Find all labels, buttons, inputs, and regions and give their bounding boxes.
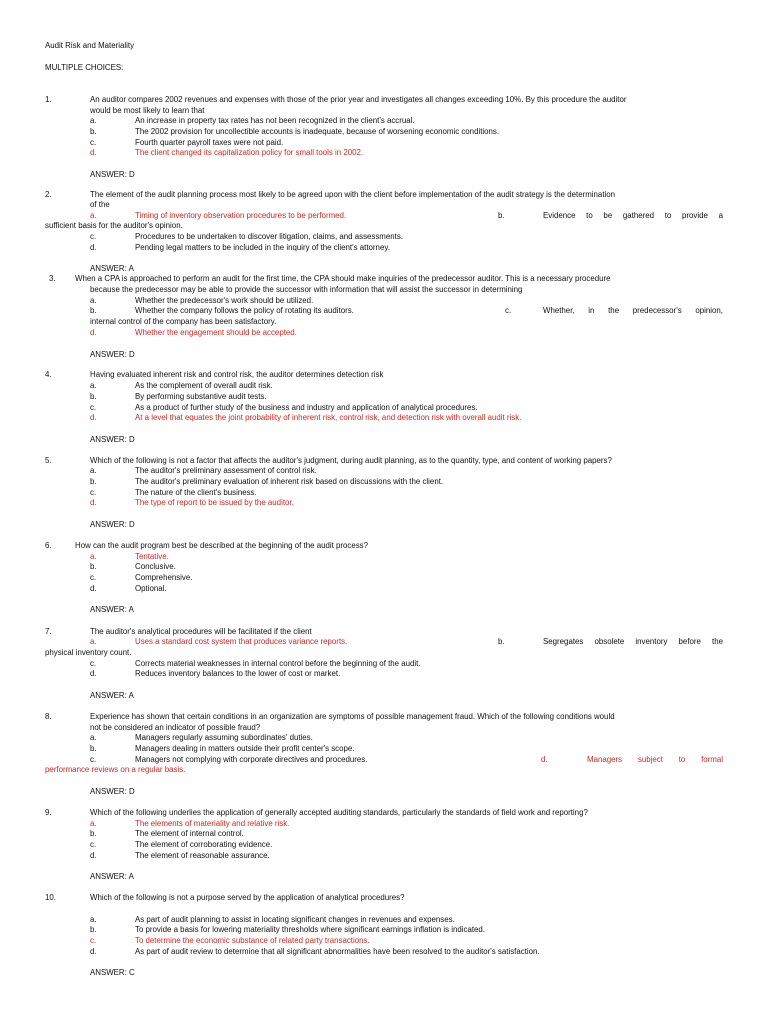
answer-line: ANSWER: C <box>90 968 135 977</box>
option-text-correct: To determine the economic substance of related party transactions. <box>135 936 370 945</box>
option-letter: b. <box>498 637 505 646</box>
option-letter: a. <box>90 466 97 475</box>
option-text: The element of internal control. <box>135 829 244 838</box>
question-text: Having evaluated inherent risk and control risk, the auditor determines detection risk <box>90 370 384 379</box>
option-letter: c. <box>90 573 97 582</box>
option-letter: b. <box>90 127 97 136</box>
option-letter: d. <box>90 851 97 860</box>
option-text: Reduces inventory balances to the lower of cost or market. <box>135 669 341 678</box>
option-text: Corrects material weaknesses in internal control before the beginning of the audit. <box>135 659 421 668</box>
option-text: Whether the company follows the policy of rotating its auditors. <box>135 306 354 315</box>
answer-line: ANSWER: A <box>90 872 134 881</box>
option-text-correct: The elements of materiality and relative risk. <box>135 819 290 828</box>
option-letter: b. <box>90 392 97 401</box>
option-text: An increase in property tax rates has not been recognized in the client's accrual. <box>135 116 415 125</box>
document-title: Audit Risk and Materiality <box>45 41 135 50</box>
option-text-correct: Managers subject to formal <box>587 755 723 764</box>
option-text: Managers dealing in matters outside their profit center's scope. <box>135 744 355 753</box>
answer-line: ANSWER: D <box>90 520 135 529</box>
option-text: As the complement of overall audit risk. <box>135 381 273 390</box>
option-letter: b. <box>90 744 97 753</box>
option-text-correct: Whether the engagement should be accepted. <box>135 328 297 337</box>
option-letter: c. <box>90 403 97 412</box>
question-number: 10. <box>45 893 56 902</box>
option-text-continued: internal control of the company has been satisfactory. <box>90 317 277 326</box>
option-text: Evidence to be gathered to provide a <box>543 211 723 220</box>
question-text: would be most likely to learn that <box>90 106 205 115</box>
option-text: Conclusive. <box>135 562 176 571</box>
option-text-correct: The type of report to be issued by the auditor. <box>135 498 294 507</box>
option-text-correct: The client changed its capitalization policy for small tools in 2002. <box>135 148 364 157</box>
option-letter: c. <box>90 755 97 764</box>
option-letter: c. <box>90 488 97 497</box>
option-letter: b. <box>90 829 97 838</box>
option-text: As part of audit review to determine that all significant abnormalities have been resolved to the auditor's satisfaction. <box>135 947 540 956</box>
question-text: Which of the following is not a factor that affects the auditor's judgment, during audit planning, as to the quantity, type, and content of working papers? <box>90 456 612 465</box>
option-letter: a. <box>90 381 97 390</box>
answer-line: ANSWER: D <box>90 787 135 796</box>
option-text-continued: physical inventory count. <box>45 648 132 657</box>
question-text: How can the audit program best be described at the beginning of the audit process? <box>75 541 369 550</box>
option-letter-correct: d. <box>90 328 97 337</box>
question-number: 8. <box>45 712 52 721</box>
option-letter-correct: d. <box>541 755 548 764</box>
answer-line: ANSWER: D <box>90 170 135 179</box>
option-letter: d. <box>90 947 97 956</box>
option-letter: a. <box>90 116 97 125</box>
option-text-correct: Timing of inventory observation procedures to be performed. <box>135 211 347 220</box>
question-number: 9. <box>45 808 52 817</box>
option-text: As part of audit planning to assist in locating significant changes in revenues and expenses. <box>135 915 455 924</box>
option-text-correct: Uses a standard cost system that produces variance reports. <box>135 637 348 646</box>
question-number: 5. <box>45 456 52 465</box>
option-letter: a. <box>90 296 97 305</box>
option-text-correct: Tentative. <box>135 552 169 561</box>
option-text: Comprehensive. <box>135 573 193 582</box>
section-heading: MULTIPLE CHOICES: <box>45 63 124 72</box>
option-text: The 2002 provision for uncollectible accounts is inadequate, because of worsening economic conditions. <box>135 127 500 136</box>
option-text: The nature of the client's business. <box>135 488 257 497</box>
option-text: The element of reasonable assurance. <box>135 851 270 860</box>
answer-line: ANSWER: A <box>90 691 134 700</box>
option-text: Whether the predecessor's work should be utilized. <box>135 296 314 305</box>
option-letter: a. <box>90 733 97 742</box>
option-text-continued-correct: performance reviews on a regular basis. <box>45 765 186 774</box>
answer-line: ANSWER: D <box>90 350 135 359</box>
option-letter-correct: d. <box>90 148 97 157</box>
option-letter-correct: a. <box>90 637 97 646</box>
question-text: Experience has shown that certain conditions in an organization are symptoms of possible management fraud. Which of the following conditions would <box>90 712 615 721</box>
question-number: 7. <box>45 627 52 636</box>
question-text: The element of the audit planning process most likely to be agreed upon with the client before implementation of the audit strategy is the determination <box>90 190 616 199</box>
option-letter-correct: c. <box>90 936 97 945</box>
option-text-continued: sufficient basis for the auditor's opinion. <box>45 221 183 230</box>
question-text: Which of the following underlies the application of generally accepted auditing standards, particularly the standards of field work and reporting? <box>90 808 588 817</box>
option-letter: c. <box>90 232 97 241</box>
question-text: The auditor's analytical procedures will be facilitated if the client <box>90 627 312 636</box>
option-letter-correct: a. <box>90 211 97 220</box>
option-letter: a. <box>90 915 97 924</box>
question-text: because the predecessor may be able to provide the successor with information that will assist the successor in determining <box>90 285 523 294</box>
question-number: 6. <box>45 541 52 550</box>
option-letter: c. <box>90 659 97 668</box>
answer-line: ANSWER: A <box>90 605 134 614</box>
option-letter: c. <box>90 840 97 849</box>
question-text: Which of the following is not a purpose served by the application of analytical procedures? <box>90 893 405 902</box>
option-letter: c. <box>90 138 97 147</box>
option-text: By performing substantive audit tests. <box>135 392 267 401</box>
option-letter: b. <box>90 562 97 571</box>
option-text: Managers not complying with corporate directives and procedures. <box>135 755 368 764</box>
option-text: To provide a basis for lowering materiality thresholds where significant earnings inflation is indicated. <box>135 925 485 934</box>
question-number: 2. <box>45 190 52 199</box>
option-letter: b. <box>90 306 97 315</box>
option-text: Segregates obsolete inventory before the <box>543 637 723 646</box>
option-text: The auditor's preliminary assessment of control risk. <box>135 466 317 475</box>
option-letter: d. <box>90 243 97 252</box>
question-text: not be considered an indicator of possible fraud? <box>90 723 261 732</box>
question-text: An auditor compares 2002 revenues and expenses with those of the prior year and investigates all changes exceeding 10%. By this procedure the auditor <box>90 95 627 104</box>
question-number: 1. <box>45 95 52 104</box>
option-text: The auditor's preliminary evaluation of inherent risk based on discussions with the client. <box>135 477 444 486</box>
option-letter-correct: a. <box>90 819 97 828</box>
option-letter-correct: a. <box>90 552 97 561</box>
option-letter: b. <box>90 477 97 486</box>
option-text: As a product of further study of the business and industry and application of analytical procedures. <box>135 403 478 412</box>
answer-line: ANSWER: A <box>90 264 134 273</box>
option-text-correct: At a level that equates the joint probability of inherent risk, control risk, and detection risk with overall audit risk. <box>135 413 522 422</box>
answer-line: ANSWER: D <box>90 435 135 444</box>
option-text: The element of corroborating evidence. <box>135 840 273 849</box>
option-letter: b. <box>90 925 97 934</box>
option-letter-correct: d. <box>90 498 97 507</box>
option-text: Whether, in the predecessor's opinion, <box>543 306 723 315</box>
option-letter: b. <box>498 211 505 220</box>
option-text: Optional. <box>135 584 167 593</box>
option-text: Fourth quarter payroll taxes were not paid. <box>135 138 284 147</box>
question-text: of the <box>90 200 110 209</box>
question-number: 3. <box>49 274 56 283</box>
option-letter: d. <box>90 584 97 593</box>
option-text: Managers regularly assuming subordinates' duties. <box>135 733 313 742</box>
question-number: 4. <box>45 370 52 379</box>
option-text: Procedures to be undertaken to discover litigation, claims, and assessments. <box>135 232 403 241</box>
option-letter: c. <box>505 306 512 315</box>
option-letter: d. <box>90 669 97 678</box>
question-text: When a CPA is approached to perform an audit for the first time, the CPA should make inquiries of the predecessor auditor. This is a necessary procedure <box>75 274 611 283</box>
option-letter-correct: d. <box>90 413 97 422</box>
option-text: Pending legal matters to be included in the inquiry of the client's attorney. <box>135 243 390 252</box>
